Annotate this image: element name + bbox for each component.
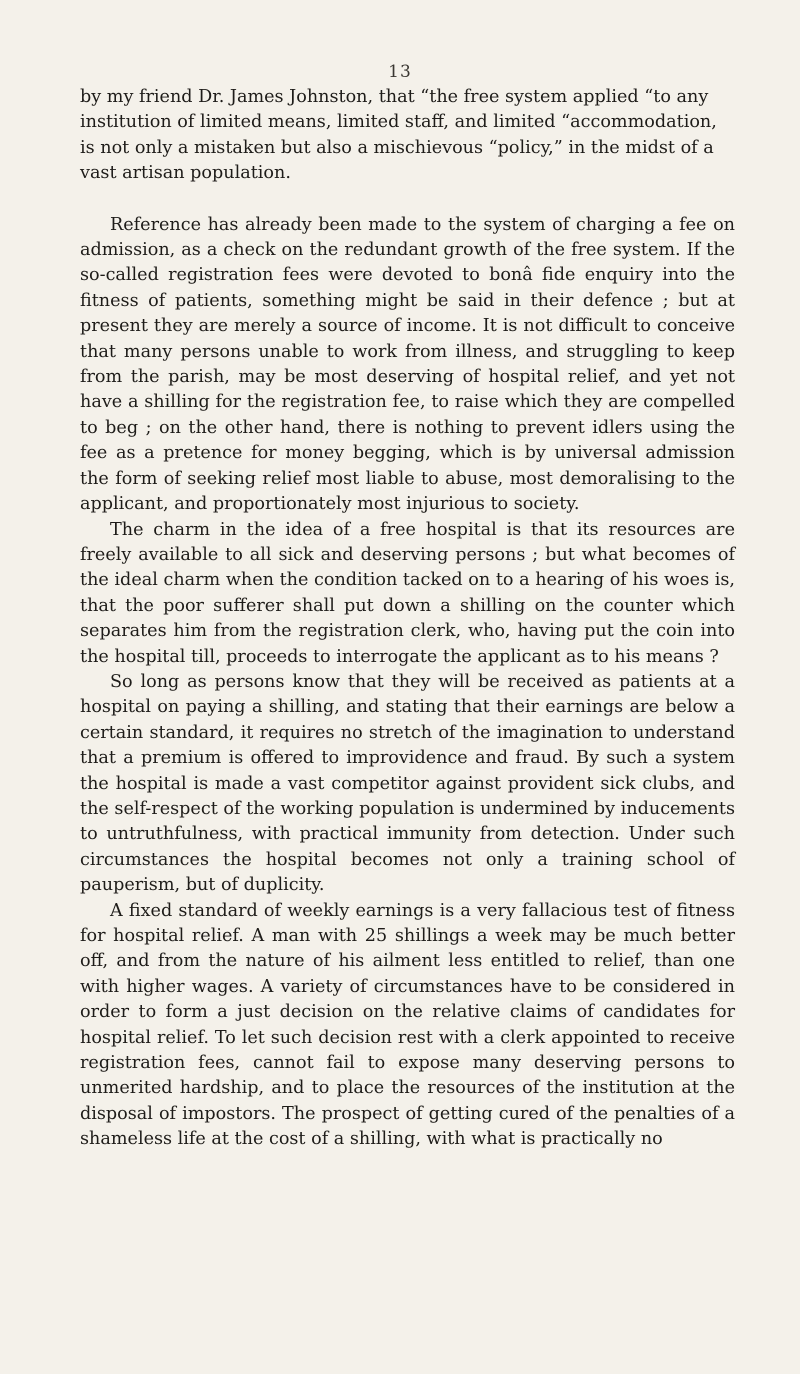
paragraph-shilling-premium: So long as persons know that they will be received as patients at a hospital on paying a shilling, and stating that their earnings are below a certain standard, it requires no stretch of the imagination to understand that a premium is offered to improvidence and fraud. By such a system the hospital is made a vast competitor against provident sick clubs, and the self-respect of the working population is undermined by inducements to untruthfulness, with practical immunity from detection. Under such circumstances the hospital becomes not only a training school of pauperism, but of duplicity.: [80, 671, 735, 896]
body-text: [80, 85, 735, 1153]
page-number: 13: [388, 62, 412, 82]
paragraph-continuation: by my friend Dr. James Johnston, that “the free system applied “to any institution of limited means, limited staff, and limited “accommodation, is not only a mistaken but also a mischievous “policy,” in the midst of a vast artisan population.: [80, 87, 717, 184]
paragraph-weekly-earnings-test: A fixed standard of weekly earnings is a very fallacious test of fitness for hospital relief. A man with 25 shillings a week may be much better off, and from the nature of his ailment less entitled to relief, than one with higher wages. A variety of circumstances have to be considered in order to form a just decision on the relative claims of candidates for hospital relief. To let such decision rest with a clerk appointed to receive registration fees, cannot fail to expose many deserving persons to unmerited hardship, and to place the resources of the institution at the disposal of impostors. The prospect of getting cured of the penalties of a shameless life at the cost of a shilling, with what is practically no: [80, 900, 735, 1150]
paragraph-free-hospital-charm: The charm in the idea of a free hospital is that its resources are freely available to all sick and deserving persons ; but what becomes of the ideal charm when the condition tacked on to a hearing of his woes is, that the poor sufferer shall put down a shilling on the counter which separates him from the registration clerk, who, having put the coin into the hospital till, proceeds to interrogate the applicant as to his means ?: [80, 519, 735, 667]
paragraph-registration-fees: Reference has already been made to the system of charging a fee on admission, as a check on the redundant growth of the free system. If the so-called registration fees were devoted to bonâ fide enquiry into the fitness of patients, something might be said in their defence ; but at present they are merely a source of income. It is not difficult to conceive that many persons unable to work from illness, and struggling to keep from the parish, may be most deserving of hospital relief, and yet not have a shilling for the registration fee, to raise which they are compelled to beg ; on the other hand, there is nothing to prevent idlers using the fee as a pretence for money begging, which is by universal admission the form of seeking relief most liable to abuse, most demoralising to the applicant, and proportionately most injurious to society.: [80, 214, 735, 515]
